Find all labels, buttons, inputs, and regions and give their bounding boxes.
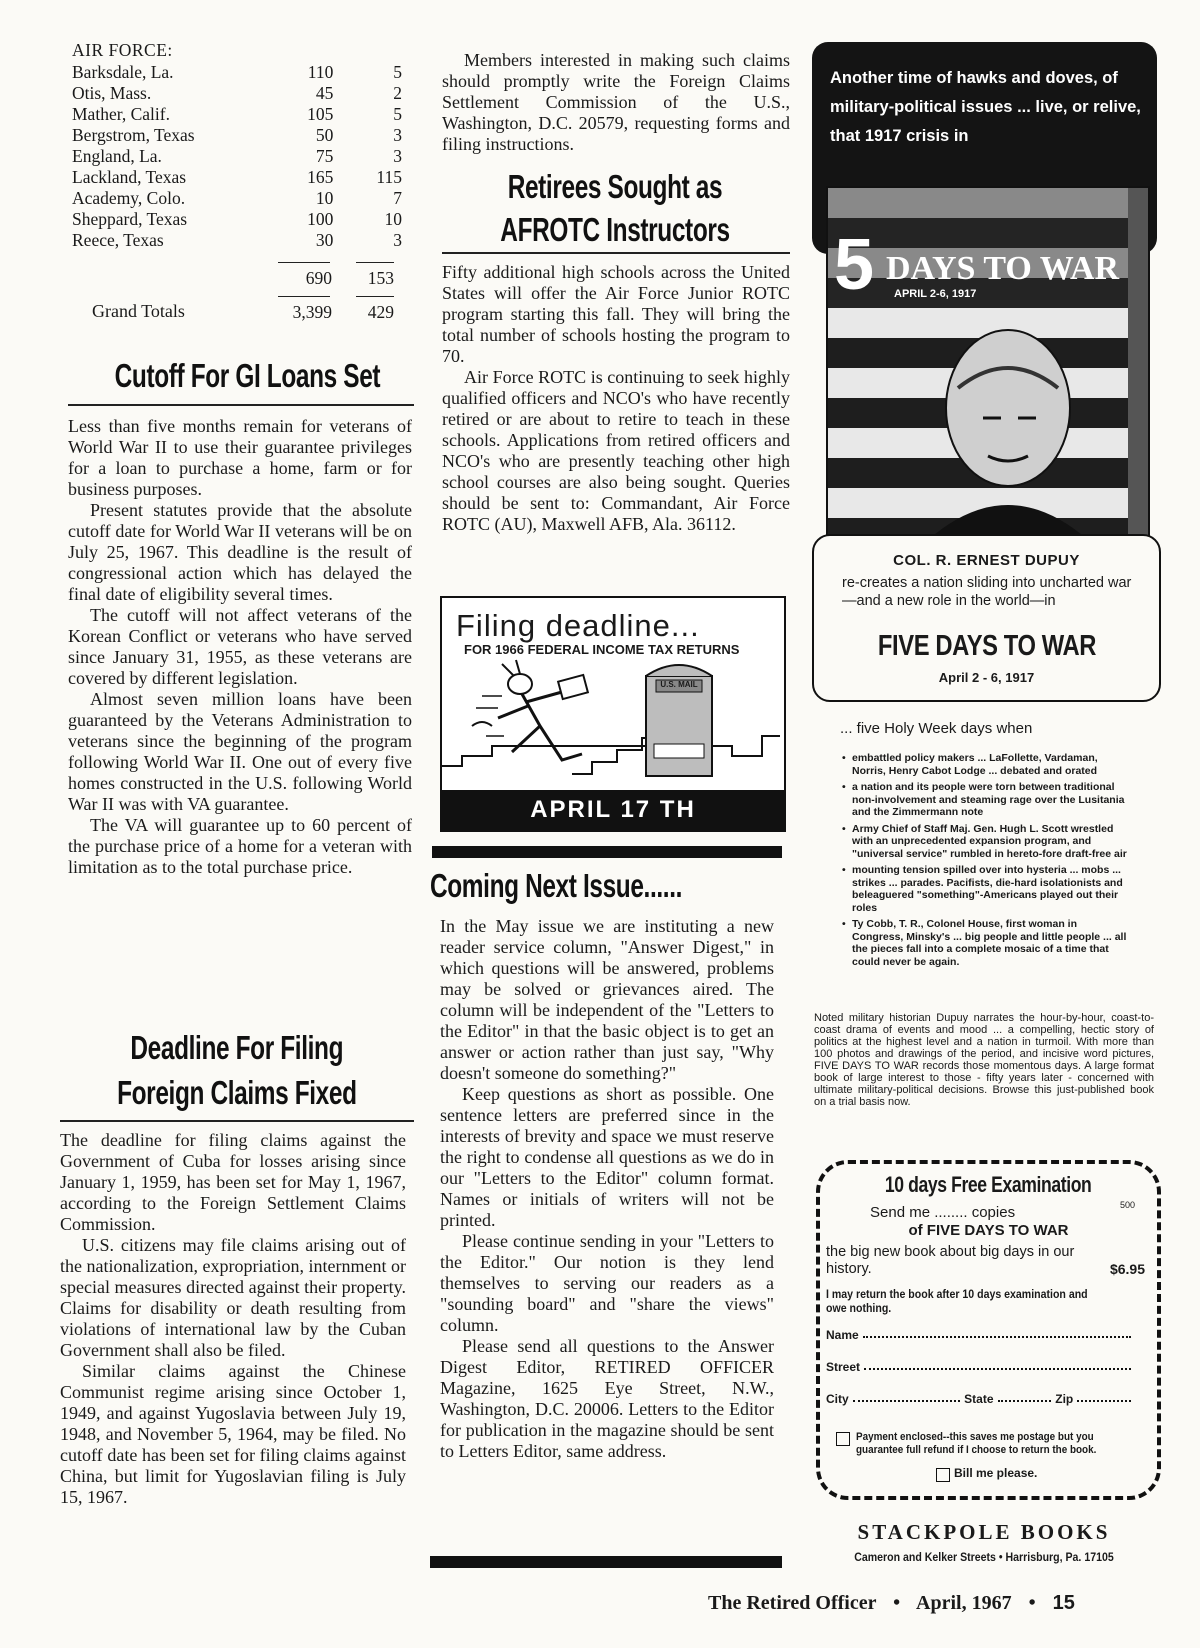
author-name: COL. R. ERNEST DUPUY <box>893 552 1080 569</box>
filing-deadline-subtitle: FOR 1966 FEDERAL INCOME TAX RETURNS <box>464 642 740 657</box>
paragraph: Fifty additional high schools across the United States will offer the Air Force Junior ROTC program starting this fall. They will bring the total number of schools hosting the program to 70. <box>442 262 790 366</box>
count-b: 5 <box>393 104 403 124</box>
table-row <box>72 167 402 188</box>
bill-me-label: Bill me please. <box>954 1466 1038 1480</box>
filing-deadline-date: APRIL 17 TH <box>442 790 784 830</box>
bullet-item: • Army Chief of Staff Maj. Gen. Hugh L. Scott wrestled with an unprecedented expansion program, and "universal service" rumbled in hereto-fore draft-free air <box>842 823 1127 861</box>
grand-total-a: 3,399 <box>292 302 332 322</box>
book-title: DAYS TO WAR <box>886 250 1120 287</box>
table-row <box>72 230 402 251</box>
count-a: 165 <box>307 167 334 187</box>
base-name: Barksdale, La. <box>72 62 174 82</box>
next-issue-headline: Coming Next Issue...... <box>430 867 683 904</box>
table-rows <box>72 62 402 251</box>
zip-field[interactable] <box>1077 1392 1131 1402</box>
subtotal-rule <box>356 262 394 263</box>
grand-rule <box>356 296 394 297</box>
street-label: Street <box>826 1360 861 1374</box>
count-b: 3 <box>393 230 403 250</box>
bullet-item: • embattled policy makers ... LaFollette, Vardaman, Norris, Henry Cabot Lodge ... debated and orated <box>842 752 1127 777</box>
footer-date: April, 1967 <box>916 1592 1012 1614</box>
gi-loans-body <box>68 416 412 878</box>
headline-rule <box>68 404 414 406</box>
count-b: 5 <box>393 62 403 82</box>
name-row <box>826 1328 1131 1342</box>
street-field[interactable] <box>864 1360 1131 1370</box>
heavy-rule <box>432 846 782 858</box>
count-b: 115 <box>376 167 403 187</box>
count-a: 45 <box>315 83 334 103</box>
coupon-title: 10 days Free Examination <box>885 1172 1092 1197</box>
publisher-name: STACKPOLE BOOKS <box>857 1520 1111 1544</box>
paragraph: Almost seven million loans have been guaranteed by the Veterans Administration to veterans since the beginning of the program following World War II. One out of every five homes constructed in the U.S. following World War II was with VA guarantee. <box>68 689 412 814</box>
headline-rule <box>442 252 790 254</box>
paragraph: Keep questions as short as possible. One sentence letters are preferred since in the interests of brevity and space we must reserve the right to condense all questions as we do in our "Letters to the Editor" column format. Names or initials of writers will not be printed. <box>440 1084 774 1230</box>
next-issue-body <box>440 916 774 1462</box>
foreign-claims-headline-1: Deadline For Filing <box>130 1029 344 1066</box>
coupon-book-line: the big new book about big days in our history. <box>826 1244 1075 1277</box>
payment-enclosed-checkbox[interactable] <box>836 1432 850 1446</box>
payment-enclosed-label: Payment enclosed--this saves me postage but you guarantee full refund if I choose to return the book. <box>856 1431 1097 1456</box>
filing-deadline-title: Filing deadline... <box>456 608 700 643</box>
count-b: 10 <box>384 209 403 229</box>
base-name: England, La. <box>72 146 162 166</box>
table-row <box>72 62 402 83</box>
base-name: Bergstrom, Texas <box>72 125 195 145</box>
zip-label: Zip <box>1055 1392 1074 1406</box>
book-ad-intro: Another time of hawks and doves, of military-political issues ... live, or relive, that 1917 crisis in <box>830 69 1141 145</box>
paragraph: The deadline for filing claims against the Government of Cuba for losses arising since January 1, 1959, has been set for May 1, 1967, according to the Foreign Settlement Claims Commission. <box>60 1130 406 1234</box>
footer-magazine: The Retired Officer <box>708 1592 877 1614</box>
ad-description: Noted military historian Dupuy narrates the hour-by-hour, coast-to-coast drama of events and mood ... a compelling, hectic story of politics at the highest level and a nation in turmoil. With more than 100 photos and drawings of the period, and incisive word pictures, FIVE DAYS TO WAR records those momentous days. A large format book of large interest to those - fifty years later - concerned with ultimate military-political decisions. Browse this just-published book on a trial basis now. <box>814 1012 1154 1108</box>
base-name: Otis, Mass. <box>72 83 152 103</box>
paragraph: Similar claims against the Chinese Communist regime arising since October 1, 1949, and against Yugoslavia between July 19, 1948, and November 5, 1964, may be filed. No cutoff date has been set for filing claims against China, but limit for Yugoslavian filing is July 15, 1967. <box>60 1361 406 1507</box>
footer-page-number: 15 <box>1052 1592 1075 1614</box>
subtotal-b: 153 <box>367 268 394 288</box>
afrotc-headline-1: Retirees Sought as <box>507 168 723 205</box>
city-field[interactable] <box>853 1392 961 1402</box>
name-field[interactable] <box>863 1328 1131 1338</box>
grand-total-b: 429 <box>367 302 394 322</box>
count-a: 100 <box>307 209 334 229</box>
gi-loans-headline: Cutoff For GI Loans Set <box>114 357 381 394</box>
city-label: City <box>826 1392 849 1406</box>
table-row <box>72 83 402 104</box>
subtotal-rule <box>278 262 330 263</box>
paragraph: U.S. citizens may file claims arising out of the nationalization, expropriation, internment or special measures directed against their property. Claims for disability or death resulting from violations of international law by the Cuban Government shall also be filed. <box>60 1235 406 1360</box>
bullet-item: • a nation and its people were torn between traditional non-involvement and steaming rage over the Lusitania and the Zimmermann note <box>842 781 1127 819</box>
count-b: 2 <box>393 83 403 103</box>
paragraph: The cutoff will not affect veterans of the Korean Conflict or veterans who have served since January 31, 1955, as these veterans are covered by different legislation. <box>68 605 412 688</box>
book-dates: APRIL 2-6, 1917 <box>894 288 977 300</box>
count-b: 3 <box>393 146 403 166</box>
coupon-of-title: of FIVE DAYS TO WAR <box>908 1222 1069 1239</box>
filing-deadline-box <box>440 596 786 832</box>
paragraph: The VA will guarantee up to 60 percent of the purchase price of a home for a veteran with limitation as to the total purchase price. <box>68 815 412 877</box>
afrotc-headline-2: AFROTC Instructors <box>500 211 730 248</box>
paragraph: Please send all questions to the Answer Digest Editor, RETIRED OFFICER Magazine, 1625 Eye Street, N.W., Washington, D.C. 20006. Letters to the Editor for publication in the magazine should be sent to Letters Editor, same address. <box>440 1336 774 1461</box>
coupon-send-me: Send me ........ copies <box>870 1204 1016 1221</box>
count-a: 105 <box>307 104 334 124</box>
coupon-price: $6.95 <box>1109 1261 1145 1277</box>
book-cover-image <box>826 186 1150 542</box>
paragraph: Please continue sending in your "Letters to the Editor." Our notion is they lend themselves to serving our readers as a "sounding board" and "share the views" column. <box>440 1231 774 1335</box>
book-ad-title-box <box>812 534 1161 702</box>
base-name: Academy, Colo. <box>72 188 186 208</box>
count-a: 110 <box>307 62 334 82</box>
base-name: Reece, Texas <box>72 230 164 250</box>
state-field[interactable] <box>998 1392 1052 1402</box>
foreign-claims-headline-2: Foreign Claims Fixed <box>117 1074 357 1111</box>
table-heading: AIR FORCE: <box>72 40 173 60</box>
book-number: 5 <box>834 225 875 305</box>
coupon-code: 500 <box>1119 1200 1135 1210</box>
ad-book-dates: April 2 - 6, 1917 <box>938 670 1035 685</box>
headline-rule <box>60 1120 414 1122</box>
grand-rule <box>278 296 330 297</box>
order-coupon <box>816 1160 1161 1500</box>
page-footer: The Retired Officer • April, 1967 • 15 <box>708 1592 1075 1614</box>
ad-intro-line: ... five Holy Week days when <box>840 720 1033 737</box>
recreates-text: re-creates a nation sliding into uncharted war—and a new role in the world—in <box>842 575 1132 609</box>
table-row <box>72 146 402 167</box>
ad-bullet-list <box>842 752 1127 972</box>
base-name: Sheppard, Texas <box>72 209 188 229</box>
running-man-illustration <box>442 656 780 786</box>
base-name: Mather, Calif. <box>72 104 170 124</box>
paragraph: Air Force ROTC is continuing to seek highly qualified officers and NCO's who have recently retired or are about to retire to teach in these schools. Applications from retired officers and NCO's who are presently teaching other high school courses are also being sought. Queries should be sent to: Commandant, Air Force ROTC (AU), Maxwell AFB, Ala. 36112. <box>442 367 790 534</box>
bullet-item: • Ty Cobb, T. R., Colonel House, first woman in Congress, Minsky's ... big people and little people ... all the pieces fall into a complete mosaic of a time that could never be again. <box>842 918 1127 968</box>
state-label: State <box>964 1392 994 1406</box>
subtotal-a: 690 <box>305 268 332 288</box>
count-a: 75 <box>315 146 334 166</box>
count-a: 30 <box>315 230 334 250</box>
paragraph: Present statutes provide that the absolute cutoff date for World War II veterans will be on July 25, 1967. This deadline is the result of congressional action which has delayed the final date of eligibility several times. <box>68 500 412 604</box>
count-a: 10 <box>315 188 334 208</box>
bullet-item: • mounting tension spilled over into hysteria ... mobs ... strikes ... parades. Pacifists, die-hard isolationists and beleaguered "something"-Americans played out their roles <box>842 864 1127 914</box>
table-row <box>72 125 402 146</box>
foreign-claims-body <box>60 1130 406 1508</box>
paragraph: In the May issue we are instituting a new reader service column, "Answer Digest," in which questions will be answered, problems may be solved or grievances aired. The column will be independent of the "Letters to the Editor" in that the basic object is to get an answer or action rather than just say, "Why doesn't someone do something?" <box>440 916 774 1083</box>
coupon-return-note: I may return the book after 10 days examination and owe nothing. <box>826 1289 1088 1315</box>
table-row <box>72 104 402 125</box>
heavy-rule <box>430 1556 782 1568</box>
publisher-address: Cameron and Kelker Streets • Harrisburg, Pa. 17105 <box>854 1552 1114 1564</box>
table-row <box>72 209 402 230</box>
grand-total-label: Grand Totals <box>92 301 185 321</box>
count-b: 7 <box>393 188 403 208</box>
claims-continued: Members interested in making such claims should promptly write the Foreign Claims Settlement Commission of the U.S., Washington, D.C. 20579, requesting forms and filing instructions. <box>442 50 790 154</box>
city-row <box>826 1392 1131 1406</box>
name-label: Name <box>826 1328 859 1342</box>
paragraph: Less than five months remain for veterans of World War II to use their guarantee privileges for a loan to purchase a home, farm or for business purposes. <box>68 416 412 499</box>
table-row <box>72 188 402 209</box>
street-row <box>826 1360 1131 1374</box>
count-b: 3 <box>393 125 403 145</box>
afrotc-body <box>442 262 790 535</box>
count-a: 50 <box>315 125 334 145</box>
bill-me-checkbox[interactable] <box>936 1468 950 1482</box>
mailbox-label: U.S. MAIL <box>660 680 698 689</box>
base-name: Lackland, Texas <box>72 167 187 187</box>
ad-book-title: FIVE DAYS TO WAR <box>877 630 1096 662</box>
